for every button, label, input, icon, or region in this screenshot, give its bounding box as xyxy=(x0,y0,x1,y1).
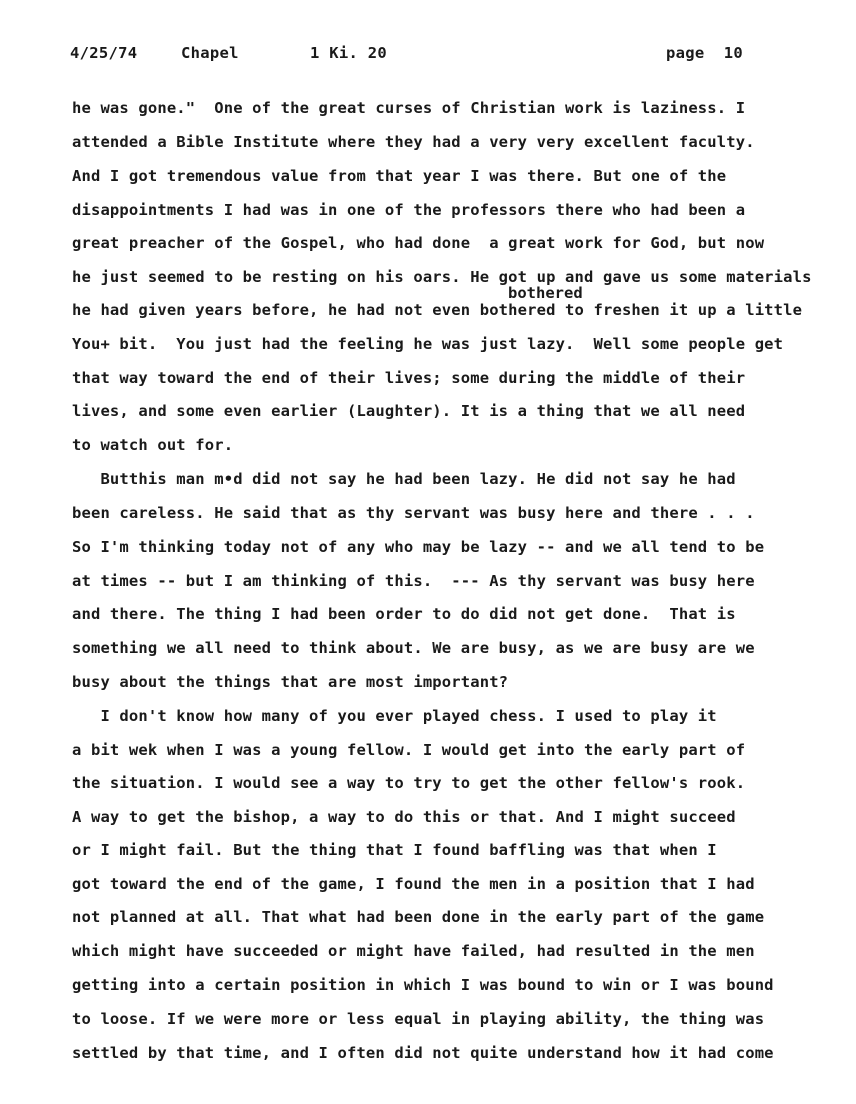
text-line: or I might fail. But the thing that I found baffling was that when I xyxy=(72,841,717,859)
text-line: he was gone." One of the great curses of Christian work is laziness. I xyxy=(72,99,746,117)
text-line: great preacher of the Gospel, who had done a great work for God, but now xyxy=(72,234,765,252)
text-line: that way toward the end of their lives; some during the middle of their xyxy=(72,369,746,387)
text-line: to loose. If we were more or less equal in playing ability, the thing was xyxy=(72,1010,765,1028)
text-line: attended a Bible Institute where they had a very very excellent faculty. xyxy=(72,133,755,151)
text-line: And I got tremendous value from that year I was there. But one of the xyxy=(72,167,727,185)
text-line: something we all need to think about. We are busy, as we are busy are we xyxy=(72,639,755,657)
text-line: A way to get the bishop, a way to do this or that. And I might succeed xyxy=(72,808,736,826)
text-line: busy about the things that are most important? xyxy=(72,673,509,691)
text-line: which might have succeeded or might have failed, had resulted in the men xyxy=(72,942,755,960)
header-reference: 1 Ki. 20 xyxy=(310,44,388,62)
text-line: been careless. He said that as thy servant was busy here and there . . . xyxy=(72,504,755,522)
text-line: not planned at all. That what had been done in the early part of the game xyxy=(72,908,765,926)
text-line: disappointments I had was in one of the professors there who had been a xyxy=(72,201,746,219)
text-line: Butthis man m•d did not say he had been lazy. He did not say he had xyxy=(72,470,736,488)
text-line: You+ bit. You just had the feeling he was just lazy. Well some people get xyxy=(72,335,784,353)
text-line: and there. The thing I had been order to do did not get done. That is xyxy=(72,605,736,623)
text-line: to watch out for. xyxy=(72,436,234,454)
header-venue: Chapel xyxy=(181,44,239,62)
text-line: lives, and some even earlier (Laughter). It is a thing that we all need xyxy=(72,402,746,420)
text-line: I don't know how many of you ever played chess. I used to play it xyxy=(72,707,717,725)
header-page-number: page 10 xyxy=(666,44,744,62)
text-line: he had given years before, he had not even bothered to freshen it up a little xyxy=(72,301,803,319)
handwritten-insertion: bothered xyxy=(508,284,583,302)
text-line: a bit wek when I was a young fellow. I would get into the early part of xyxy=(72,741,746,759)
text-line: he just seemed to be resting on his oars. He got up and gave us some materials xyxy=(72,268,812,286)
text-line: getting into a certain position in which I was bound to win or I was bound xyxy=(72,976,774,994)
header-date: 4/25/74 xyxy=(70,44,138,62)
text-line: settled by that time, and I often did not quite understand how it had come xyxy=(72,1044,774,1062)
text-line: got toward the end of the game, I found the men in a position that I had xyxy=(72,875,755,893)
text-line: at times -- but I am thinking of this. --- As thy servant was busy here xyxy=(72,572,755,590)
text-line: So I'm thinking today not of any who may be lazy -- and we all tend to be xyxy=(72,538,765,556)
text-line: the situation. I would see a way to try to get the other fellow's rook. xyxy=(72,774,746,792)
